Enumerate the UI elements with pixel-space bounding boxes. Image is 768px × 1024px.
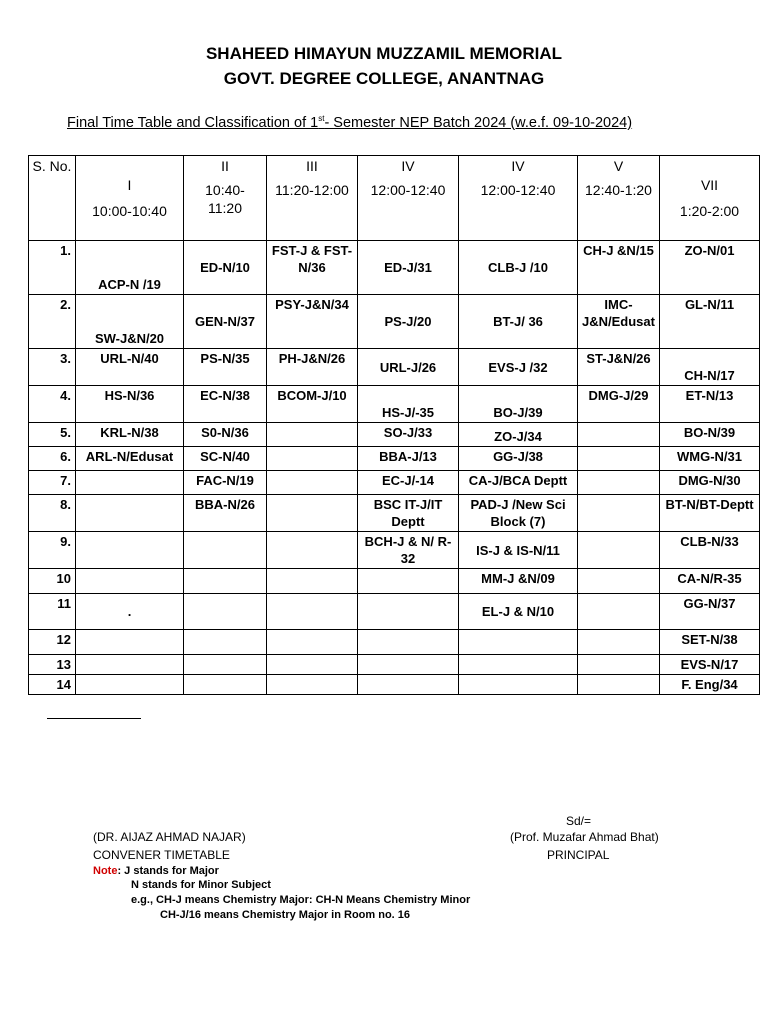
class-cell: ED-N/10 xyxy=(184,241,267,295)
note-text-1: : J stands for Major xyxy=(117,865,219,877)
serial-number-cell: 2. xyxy=(29,295,76,349)
class-cell: HS-J/-35 xyxy=(358,386,459,423)
convener-title: CONVENER TIMETABLE xyxy=(93,848,230,862)
principal-title: PRINCIPAL xyxy=(547,848,610,862)
class-cell: DMG-N/30 xyxy=(660,471,760,495)
class-cell xyxy=(184,630,267,655)
column-header-period-7: VII 1:20-2:00 xyxy=(660,156,760,241)
class-cell xyxy=(267,532,358,569)
class-cell xyxy=(358,655,459,675)
class-cell xyxy=(267,447,358,471)
table-row xyxy=(29,594,760,630)
table-row xyxy=(29,386,760,423)
serial-number-cell: 12 xyxy=(29,630,76,655)
table-row xyxy=(29,569,760,594)
header-row xyxy=(29,156,760,241)
class-cell: KRL-N/38 xyxy=(76,423,184,447)
serial-number-cell: 10 xyxy=(29,569,76,594)
class-cell: EVS-N/17 xyxy=(660,655,760,675)
class-cell xyxy=(578,630,660,655)
class-cell xyxy=(578,471,660,495)
column-header-period-3: III 11:20-12:00 xyxy=(267,156,358,241)
class-cell xyxy=(267,423,358,447)
class-cell: PSY-J&N/34 xyxy=(267,295,358,349)
class-cell: DMG-J/29 xyxy=(578,386,660,423)
class-cell: PS-N/35 xyxy=(184,349,267,386)
class-cell xyxy=(358,675,459,695)
column-header-period-2: II 10:40-11:20 xyxy=(184,156,267,241)
class-cell xyxy=(76,532,184,569)
class-cell xyxy=(267,594,358,630)
table-row xyxy=(29,532,760,569)
class-cell: CH-J &N/15 xyxy=(578,241,660,295)
timetable xyxy=(28,155,760,695)
class-cell xyxy=(184,594,267,630)
class-cell xyxy=(76,495,184,532)
serial-number-cell: 5. xyxy=(29,423,76,447)
class-cell: MM-J &N/09 xyxy=(459,569,578,594)
class-cell: SC-N/40 xyxy=(184,447,267,471)
serial-number-cell: 11 xyxy=(29,594,76,630)
serial-number-cell: 7. xyxy=(29,471,76,495)
college-name-line2: GOVT. DEGREE COLLEGE, ANANTNAG xyxy=(223,69,545,88)
class-cell xyxy=(578,495,660,532)
class-cell: URL-N/40 xyxy=(76,349,184,386)
class-cell: BCOM-J/10 xyxy=(267,386,358,423)
class-cell: GEN-N/37 xyxy=(184,295,267,349)
class-cell: F. Eng/34 xyxy=(660,675,760,695)
class-cell: CA-J/BCA Deptt xyxy=(459,471,578,495)
convener-name: (DR. AIJAZ AHMAD NAJAR) xyxy=(93,830,246,844)
table-row xyxy=(29,241,760,295)
class-cell: GL-N/11 xyxy=(660,295,760,349)
class-cell xyxy=(76,630,184,655)
class-cell: ED-J/31 xyxy=(358,241,459,295)
class-cell xyxy=(358,630,459,655)
class-cell: WMG-N/31 xyxy=(660,447,760,471)
class-cell xyxy=(578,594,660,630)
class-cell: CLB-J /10 xyxy=(459,241,578,295)
column-header-period-4b: IV 12:00-12:40 xyxy=(459,156,578,241)
college-name-line1: SHAHEED HIMAYUN MUZZAMIL MEMORIAL xyxy=(205,44,563,63)
column-header-period-4a: IV 12:00-12:40 xyxy=(358,156,459,241)
title-text: Final Time Table and Classification of 1 xyxy=(67,114,319,131)
class-cell: BBA-J/13 xyxy=(358,447,459,471)
class-cell: IMC-J&N/Edusat xyxy=(578,295,660,349)
class-cell xyxy=(459,630,578,655)
class-cell: URL-J/26 xyxy=(358,349,459,386)
class-cell: BBA-N/26 xyxy=(184,495,267,532)
class-cell: BCH-J & N/ R-32 xyxy=(358,532,459,569)
class-cell: EVS-J /32 xyxy=(459,349,578,386)
class-cell: BT-J/ 36 xyxy=(459,295,578,349)
class-cell: ZO-N/01 xyxy=(660,241,760,295)
table-row xyxy=(29,675,760,695)
class-cell: . xyxy=(76,594,184,630)
class-cell xyxy=(76,675,184,695)
note-line-4: CH-J/16 means Chemistry Major in Room no. 16 xyxy=(160,909,411,921)
class-cell xyxy=(459,655,578,675)
class-cell: SO-J/33 xyxy=(358,423,459,447)
class-cell: ST-J&N/26 xyxy=(578,349,660,386)
class-cell: BO-J/39 xyxy=(459,386,578,423)
serial-number-cell: 1. xyxy=(29,241,76,295)
class-cell: IS-J & IS-N/11 xyxy=(459,532,578,569)
class-cell xyxy=(358,569,459,594)
class-cell xyxy=(76,471,184,495)
column-header-sno: S. No. xyxy=(29,156,76,241)
table-row xyxy=(29,349,760,386)
class-cell: HS-N/36 xyxy=(76,386,184,423)
table-row xyxy=(29,471,760,495)
class-cell xyxy=(578,532,660,569)
divider-line xyxy=(47,718,141,719)
table-row xyxy=(29,630,760,655)
class-cell: SW-J&N/20 xyxy=(76,295,184,349)
table-row xyxy=(29,295,760,349)
class-cell: EC-N/38 xyxy=(184,386,267,423)
serial-number-cell: 3. xyxy=(29,349,76,386)
class-cell xyxy=(578,569,660,594)
class-cell: GG-N/37 xyxy=(660,594,760,630)
table-row xyxy=(29,423,760,447)
class-cell: PS-J/20 xyxy=(358,295,459,349)
class-cell: ZO-J/34 xyxy=(459,423,578,447)
class-cell: EC-J/-14 xyxy=(358,471,459,495)
class-cell: BT-N/BT-Deptt xyxy=(660,495,760,532)
class-cell xyxy=(76,569,184,594)
class-cell xyxy=(459,675,578,695)
class-cell: GG-J/38 xyxy=(459,447,578,471)
timetable-title xyxy=(67,114,632,131)
class-cell: BSC IT-J/IT Deptt xyxy=(358,495,459,532)
sd-mark: Sd/= xyxy=(566,814,592,828)
class-cell xyxy=(76,655,184,675)
title-superscript: st xyxy=(318,114,325,123)
serial-number-cell: 14 xyxy=(29,675,76,695)
class-cell: ACP-N /19 xyxy=(76,241,184,295)
class-cell: BO-N/39 xyxy=(660,423,760,447)
table-row xyxy=(29,655,760,675)
serial-number-cell: 9. xyxy=(29,532,76,569)
note-label: Note xyxy=(93,865,118,877)
class-cell: ET-N/13 xyxy=(660,386,760,423)
class-cell: S0-N/36 xyxy=(184,423,267,447)
class-cell xyxy=(184,569,267,594)
column-header-period-1: I 10:00-10:40 xyxy=(76,156,184,241)
serial-number-cell: 4. xyxy=(29,386,76,423)
class-cell xyxy=(184,675,267,695)
note-line-1 xyxy=(93,865,219,877)
class-cell: PH-J&N/26 xyxy=(267,349,358,386)
class-cell xyxy=(578,675,660,695)
class-cell xyxy=(184,532,267,569)
class-cell xyxy=(358,594,459,630)
class-cell xyxy=(184,655,267,675)
class-cell xyxy=(578,423,660,447)
note-line-2: N stands for Minor Subject xyxy=(131,879,271,891)
class-cell xyxy=(267,630,358,655)
column-header-period-5: V 12:40-1:20 xyxy=(578,156,660,241)
class-cell xyxy=(267,471,358,495)
title-text-rest: - Semester NEP Batch 2024 (w.e.f. 09-10-2024) xyxy=(324,114,633,131)
serial-number-cell: 13 xyxy=(29,655,76,675)
class-cell: SET-N/38 xyxy=(660,630,760,655)
class-cell xyxy=(267,675,358,695)
class-cell xyxy=(578,447,660,471)
class-cell: CH-N/17 xyxy=(660,349,760,386)
principal-name: (Prof. Muzafar Ahmad Bhat) xyxy=(510,830,659,844)
class-cell xyxy=(267,655,358,675)
class-cell xyxy=(267,495,358,532)
class-cell: EL-J & N/10 xyxy=(459,594,578,630)
class-cell: FAC-N/19 xyxy=(184,471,267,495)
class-cell xyxy=(267,569,358,594)
serial-number-cell: 6. xyxy=(29,447,76,471)
note-line-3: e.g., CH-J means Chemistry Major: CH-N Means Chemistry Minor xyxy=(131,894,471,906)
class-cell: CLB-N/33 xyxy=(660,532,760,569)
table-row xyxy=(29,447,760,471)
class-cell: PAD-J /New Sci Block (7) xyxy=(459,495,578,532)
serial-number-cell: 8. xyxy=(29,495,76,532)
table-row xyxy=(29,495,760,532)
class-cell xyxy=(578,655,660,675)
class-cell: CA-N/R-35 xyxy=(660,569,760,594)
class-cell: ARL-N/Edusat xyxy=(76,447,184,471)
class-cell: FST-J & FST-N/36 xyxy=(267,241,358,295)
